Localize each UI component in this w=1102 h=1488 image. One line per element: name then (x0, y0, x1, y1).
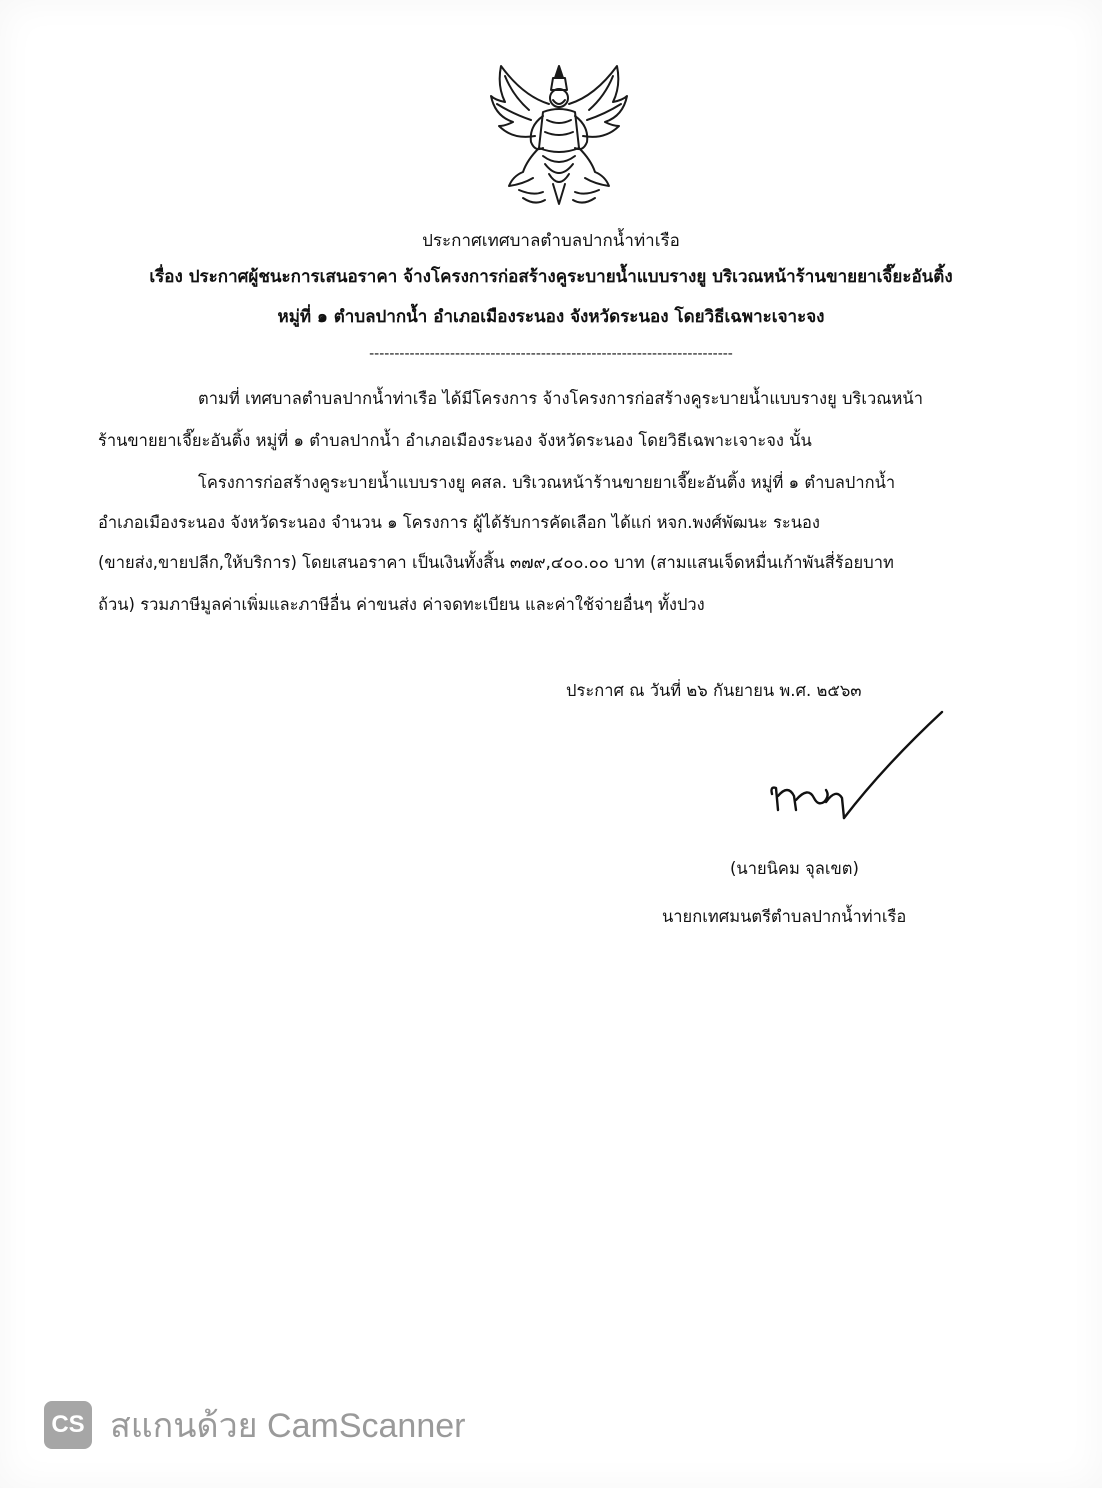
subject-line-1: เรื่อง ประกาศผู้ชนะการเสนอราคา จ้างโครงการก่อสร้างคูระบายน้ำแบบรางยู บริเวณหน้าร้านขายยาเจี๊ยะอันติ้ง (149, 267, 953, 287)
body-paragraph-line: ตามที่ เทศบาลตำบลปากน้ำท่าเรือ ได้มีโครงการ จ้างโครงการก่อสร้างคูระบายน้ำแบบรางยู บริเวณหน้า (198, 389, 923, 408)
signer-title: นายกเทศมนตรีตำบลปากน้ำท่าเรือ (662, 907, 907, 926)
announcement-heading: ประกาศเทศบาลตำบลปากน้ำท่าเรือ (422, 231, 680, 251)
watermark-text: สแกนด้วย CamScanner (110, 1407, 466, 1445)
announcement-date: ประกาศ ณ วันที่ ๒๖ กันยายน พ.ศ. ๒๕๖๓ (566, 681, 862, 700)
separator-line: ------------------------------------------------------------------------ (369, 346, 733, 362)
signature (764, 706, 954, 830)
camscanner-logo-icon: CS (44, 1401, 92, 1449)
body-paragraph-line: อำเภอเมืองระนอง จังหวัดระนอง จำนวน ๑ โครงการ ผู้ได้รับการคัดเลือก ได้แก่ หจก.พงศ์พัฒนะ ระนอง (98, 513, 820, 532)
body-paragraph-line: โครงการก่อสร้างคูระบายน้ำแบบรางยู คสล. บริเวณหน้าร้านขายยาเจี๊ยะอันติ้ง หมู่ที่ ๑ ตำบลปากน้ำ (198, 473, 896, 492)
body-paragraph-line: ร้านขายยาเจี๊ยะอันติ้ง หมู่ที่ ๑ ตำบลปากน้ำ อำเภอเมืองระนอง จังหวัดระนอง โดยวิธีเฉพาะเจาะจง นั้น (98, 431, 812, 450)
body-paragraph-line: ถ้วน) รวมภาษีมูลค่าเพิ่มและภาษีอื่น ค่าขนส่ง ค่าจดทะเบียน และค่าใช้จ่ายอื่นๆ ทั้งปวง (98, 595, 705, 614)
subject-line-2: หมู่ที่ ๑ ตำบลปากน้ำ อำเภอเมืองระนอง จังหวัดระนอง โดยวิธีเฉพาะเจาะจง (277, 307, 825, 327)
garuda-emblem-icon (483, 56, 635, 216)
body-paragraph-line: (ขายส่ง,ขายปลีก,ให้บริการ) โดยเสนอราคา เป็นเงินทั้งสิ้น ๓๗๙,๔๐๐.๐๐ บาท (สามแสนเจ็ดหมื่นเก้าพันสี่ร้อยบาท (98, 553, 894, 572)
camscanner-watermark (44, 1400, 465, 1450)
signer-name: (นายนิคม จุลเขต) (730, 859, 859, 878)
